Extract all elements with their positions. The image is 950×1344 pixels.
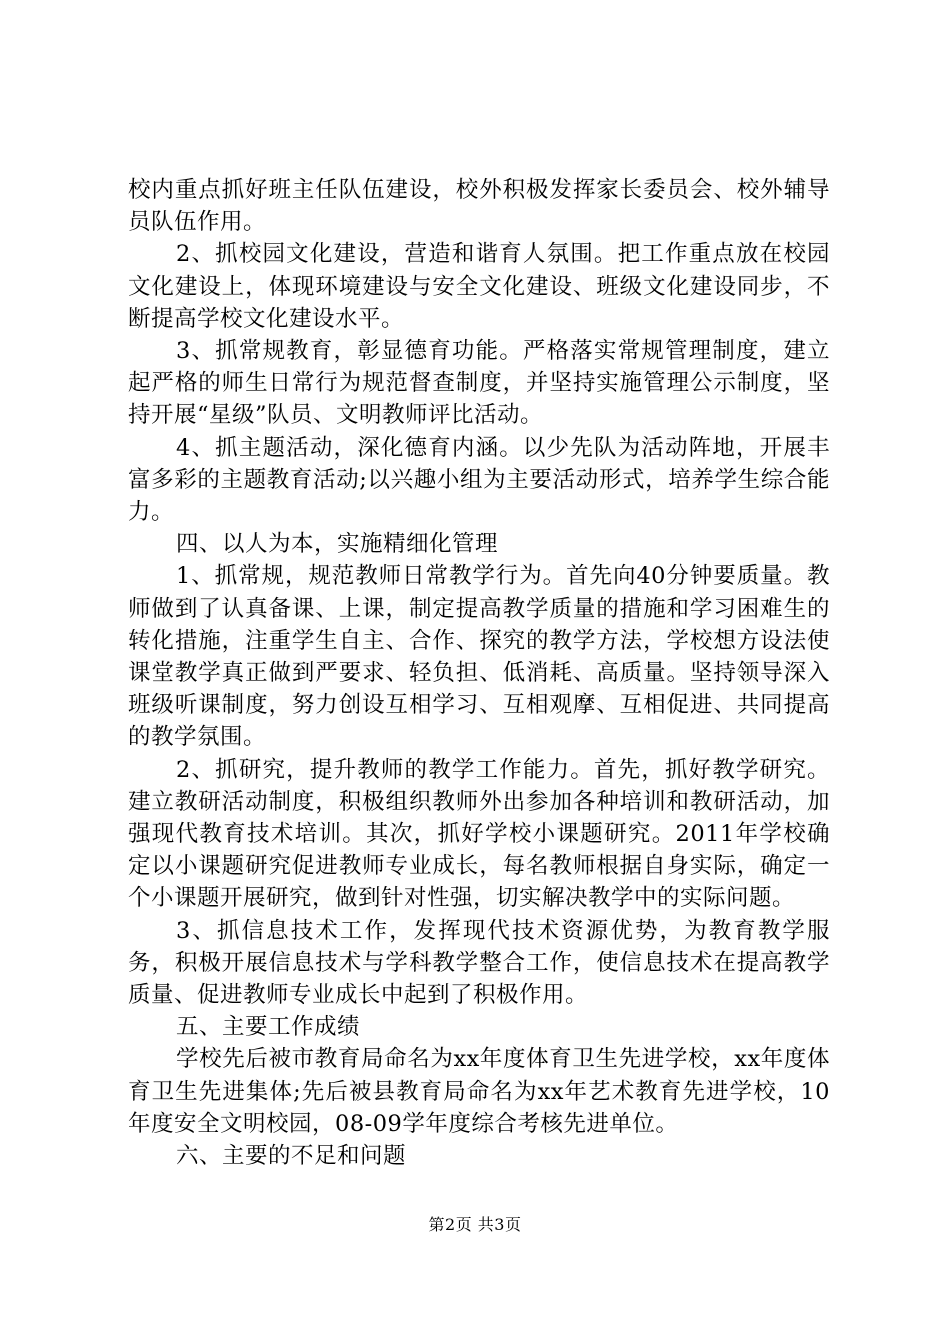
section-heading-5: 五、主要工作成绩 (176, 1014, 361, 1041)
section-heading-6: 六、主要的不足和问题 (176, 1143, 407, 1170)
paragraph-4: 4、抓主题活动，深化德育内涵。以少先队为活动阵地，开展丰富多彩的主题教育活动;以兴趣小组为主要活动形式，培养学生综合能力。 (128, 434, 830, 526)
section-heading-4: 四、以人为本，实施精细化管理 (176, 531, 499, 558)
page-footer: 第2页 共3页 (428, 1215, 522, 1234)
paragraph-10: 学校先后被市教育局命名为xx年度体育卫生先进学校，xx年度体育卫生先进集体;先后被县教育局命名为xx年艺术教育先进学校，10年度安全文明校园，08-09学年度综合考核先进单位。 (128, 1046, 830, 1137)
paragraph-8: 3、抓信息技术工作，发挥现代技术资源优势，为教育教学服务，积极开展信息技术与学科教学整合工作，使信息技术在提高教学质量、促进教师专业成长中起到了积极作用。 (128, 917, 830, 1009)
document-body (128, 174, 830, 1172)
paragraph-7: 2、抓研究，提升教师的教学工作能力。首先，抓好教学研究。建立教研活动制度，积极组织教师外出参加各种培训和教研活动，加强现代教育技术培训。其次，抓好学校小课题研究。2011年学校确定以小课题研究促进教师专业成长，每名教师根据自身实际，确定一个小课题开展研究，做到针对性强，切实解决教学中的实际问题。 (128, 756, 830, 912)
paragraph-3: 3、抓常规教育，彰显德育功能。严格落实常规管理制度，建立起严格的师生日常行为规范督查制度，并坚持实施管理公示制度，坚持开展“星级”队员、文明教师评比活动。 (128, 338, 830, 429)
paragraph-1: 校内重点抓好班主任队伍建设，校外积极发挥家长委员会、校外辅导员队伍作用。 (128, 177, 830, 236)
paragraph-2: 2、抓校园文化建设，营造和谐育人氛围。把工作重点放在校园文化建设上，体现环境建设与安全文化建设、班级文化建设同步，不断提高学校文化建设水平。 (128, 241, 830, 332)
paragraph-6: 1、抓常规，规范教师日常教学行为。首先向40分钟要质量。教师做到了认真备课、上课，制定提高教学质量的措施和学习困难生的转化措施，注重学生自主、合作、探究的教学方法，学校想方设法使课堂教学真正做到严要求、轻负担、低消耗、高质量。坚持领导深入班级听课制度，努力创设互相学习、互相观摩、互相促进、共同提高的教学氛围。 (128, 563, 830, 751)
